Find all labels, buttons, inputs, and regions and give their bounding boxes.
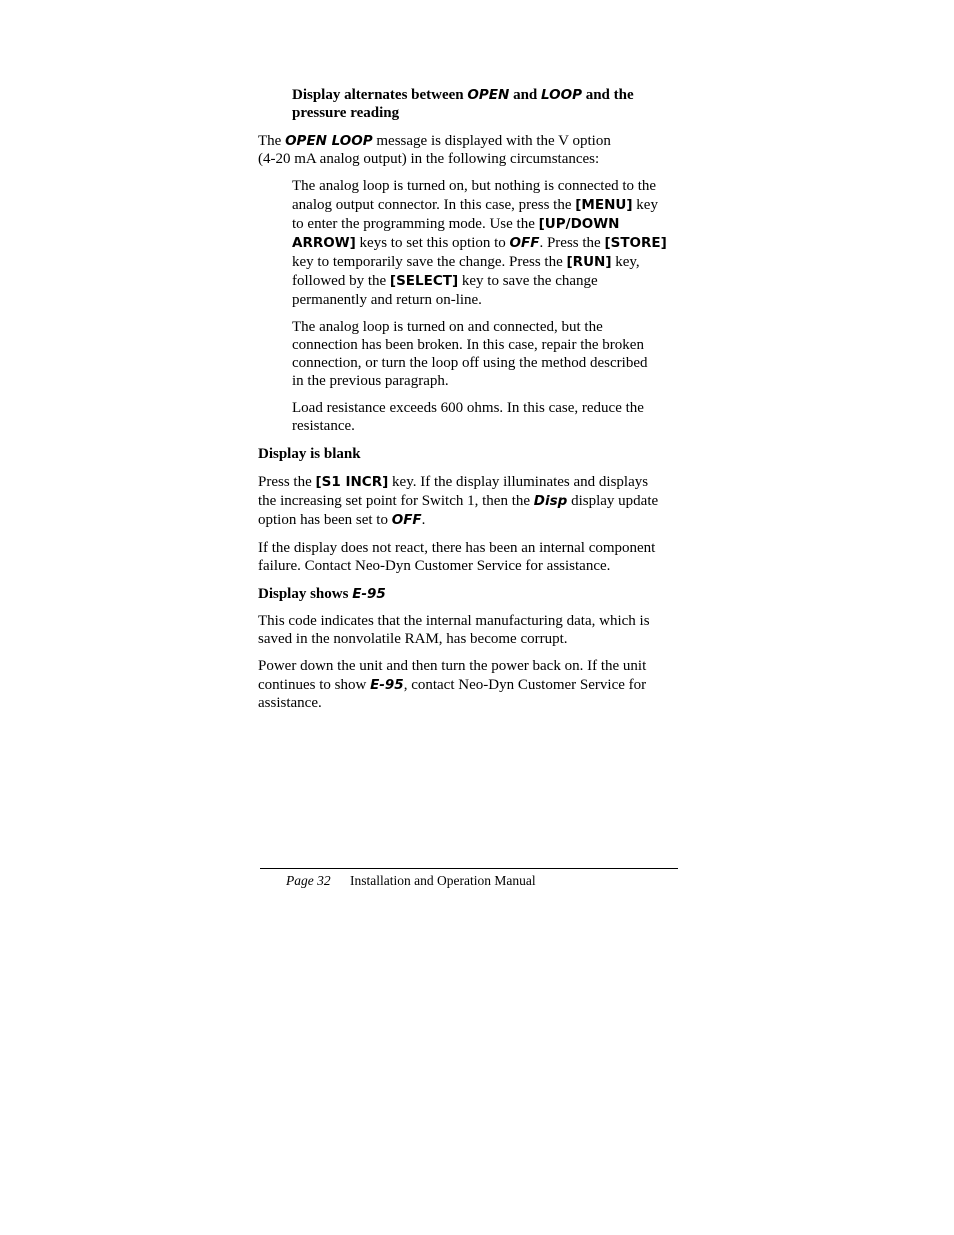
e95-paragraph-2: Power down the unit and then turn the power back on. If the unit continues to show E-95, contact Neo-Dyn Customer Service for assistance. [258, 658, 647, 711]
s1-incr-key: [S1 INCR] [315, 474, 389, 490]
arrow-key: ARROW] [292, 235, 356, 251]
e95-code: E-95 [352, 586, 386, 602]
heading-display-blank: Display is blank [258, 446, 361, 462]
case3-paragraph: Load resistance exceeds 600 ohms. In this case, reduce the resistance. [292, 400, 644, 434]
run-key: [RUN] [566, 254, 612, 270]
e95-code: E-95 [370, 677, 404, 693]
off-keyword: OFF [509, 235, 540, 251]
off-keyword: OFF [391, 512, 422, 528]
page-number: Page 32 [286, 873, 331, 888]
page-footer [286, 872, 536, 890]
updown-key: [UP/DOWN [538, 216, 620, 232]
manual-title: Installation and Operation Manual [350, 873, 536, 888]
loop-keyword: LOOP [541, 87, 582, 103]
intro-paragraph: The OPEN LOOP message is displayed with the V option (4-20 mA analog output) in the following circumstances: [258, 133, 611, 167]
heading-alternates-line2: pressure reading [292, 105, 400, 121]
open-loop-keyword: OPEN LOOP [285, 133, 373, 149]
blank-paragraph-1: Press the [S1 INCR] key. If the display illuminates and displays the increasing set point for Switch 1, then the Disp display update option has been set to OFF. [258, 474, 659, 528]
disp-keyword: Disp [533, 493, 568, 509]
menu-key: [MENU] [575, 197, 633, 213]
store-key: [STORE] [604, 235, 667, 251]
heading-alternates [292, 86, 634, 122]
footer-rule [260, 868, 678, 869]
case1-paragraph: The analog loop is turned on, but nothing is connected to the analog output connector. In this case, press the [MENU] key to enter the programming mode. Use the [UP/DOWN ARROW] keys to set this option to OFF. Press the [STORE] key to temporarily save the change. Press the [RUN] key, followed by the [SELECT] key to save the change permanently and return on-line. [292, 178, 667, 308]
blank-paragraph-2: If the display does not react, there has been an internal component failure. Contact Neo-Dyn Customer Service for assistance. [258, 540, 656, 574]
heading-alternates-line1: Display alternates between OPEN and LOOP and the [292, 87, 634, 103]
heading-display-e95: Display shows E-95 [258, 586, 386, 602]
open-keyword: OPEN [467, 87, 510, 103]
e95-paragraph-1: This code indicates that the internal manufacturing data, which is saved in the nonvolatile RAM, has become corrupt. [258, 613, 650, 647]
case2-paragraph: The analog loop is turned on and connected, but the connection has been broken. In this case, repair the broken connection, or turn the loop off using the method described in the previous paragraph. [292, 319, 648, 389]
select-key: [SELECT] [389, 273, 459, 289]
